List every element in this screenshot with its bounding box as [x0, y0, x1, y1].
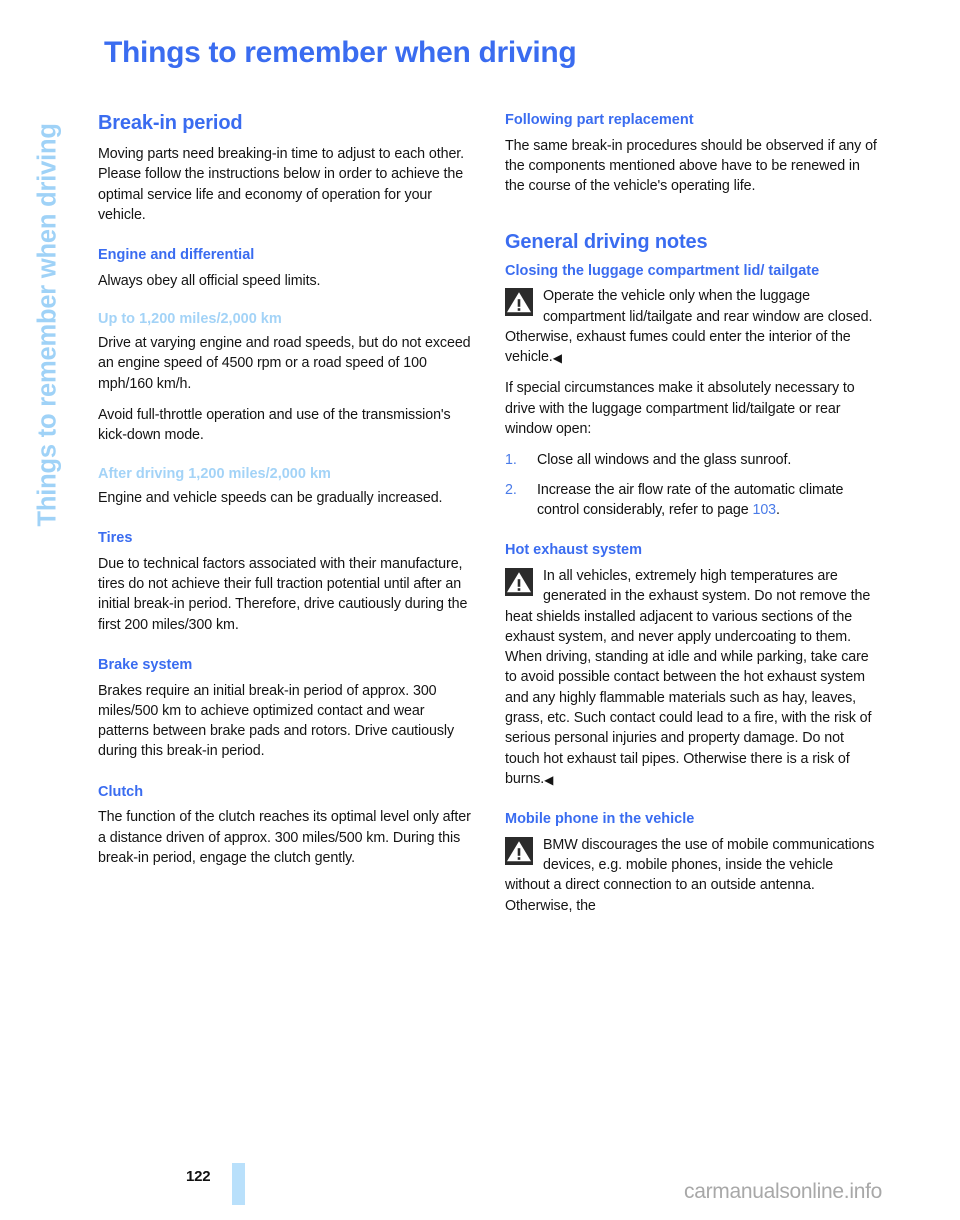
- warning-block-mobile-phone: [505, 835, 880, 916]
- list-item-number: 1.: [505, 452, 517, 469]
- warning-end-marker: ◀: [544, 772, 554, 787]
- left-column: [98, 112, 473, 868]
- break-in-intro-paragraph: Moving parts need breaking-in time to adjust to each other. Please follow the instructions below in order to achieve the optimal service life and economy of operation for your vehicle.: [98, 146, 465, 223]
- footer-accent-bar: [232, 1163, 245, 1205]
- list-item-text: Close all windows and the glass sunroof.: [537, 452, 792, 469]
- closing-luggage-paragraph: If special circumstances make it absolutely necessary to drive with the luggage compartment lid/tailgate or rear window open:: [505, 380, 855, 438]
- subheading-brake-system: Brake system: [98, 656, 193, 673]
- warning-text-hot-exhaust: In all vehicles, extremely high temperatures are generated in the exhaust system. Do not remove the heat shields installed adjacent to various sections of the exhaust system, and never apply undercoating to them. When driving, standing at idle and while parking, take care to avoid possible contact between the hot exhaust system and any highly flammable materials such as hay, leaves, grass, etc. Such contact could lead to a fire, with the risk of serious personal injuries and property damage. Do not touch hot exhaust tail pipes. Otherwise there is a risk of burns.: [505, 567, 872, 787]
- watermark: carmanualsonline.info: [684, 1180, 882, 1203]
- page-reference-link[interactable]: 103: [752, 501, 777, 518]
- subheading-clutch: Clutch: [98, 783, 144, 800]
- warning-block-hot-exhaust: [505, 566, 880, 789]
- warning-triangle-icon: [505, 288, 533, 316]
- subheading-mobile-phone-in-vehicle: Mobile phone in the vehicle: [505, 811, 695, 828]
- list-item: [505, 480, 880, 521]
- warning-end-marker: ◀: [552, 351, 562, 366]
- brake-system-paragraph: Brakes require an initial break-in period of approx. 300 miles/500 km to achieve optimized contact and wear patterns between brake pads and rotors. Drive cautiously during this break-in period.: [98, 682, 454, 760]
- engine-paragraph: Always obey all official speed limits.: [98, 272, 321, 289]
- subheading-hot-exhaust-system: Hot exhaust system: [505, 542, 642, 559]
- following-part-replacement-paragraph: The same break-in procedures should be observed if any of the components mentioned above have to be renewed in the course of the vehicle's operating life.: [505, 137, 877, 195]
- chapter-side-tab-label: Things to remember when driving: [33, 123, 62, 527]
- list-item-text: Increase the air flow rate of the automatic climate control considerably, refer to page: [537, 481, 844, 518]
- warning-block-closing-luggage: [505, 286, 880, 367]
- subheading-engine-and-differential: Engine and differential: [98, 247, 255, 264]
- tires-paragraph: Due to technical factors associated with their manufacture, tires do not achieve their full traction potential until after an initial break-in period. Therefore, drive cautiously during the first 200 miles/300 km.: [98, 555, 468, 633]
- section-title-general-driving-notes: General driving notes: [505, 230, 708, 253]
- closing-luggage-steps-list: [505, 450, 880, 520]
- page-number: 122: [186, 1168, 211, 1185]
- subheading-closing-luggage-compartment: Closing the luggage compartment lid/ tailgate: [505, 262, 820, 279]
- chapter-side-tab: [0, 0, 96, 560]
- subheading-following-part-replacement: Following part replacement: [505, 112, 694, 128]
- warning-triangle-icon: [505, 568, 533, 596]
- after-driving-paragraph: Engine and vehicle speeds can be gradually increased.: [98, 489, 443, 506]
- right-column: [505, 112, 880, 927]
- list-item: [505, 450, 880, 470]
- section-title-break-in-period: Break-in period: [98, 112, 243, 134]
- upto-paragraph-1: Drive at varying engine and road speeds, but do not exceed an engine speed of 4500 rpm or a road speed of 100 mph/160 km/h.: [98, 335, 471, 392]
- page-body: [98, 112, 880, 927]
- list-item-number: 2.: [505, 481, 517, 498]
- warning-text-mobile-phone: BMW discourages the use of mobile communications devices, e.g. mobile phones, inside the vehicle without a direct connection to an outside antenna. Otherwise, the: [505, 836, 875, 914]
- subheading-tires: Tires: [98, 529, 133, 546]
- page-title: Things to remember when driving: [104, 36, 577, 69]
- list-item-text-suffix: .: [776, 501, 780, 518]
- warning-text-closing-luggage: Operate the vehicle only when the luggage compartment lid/tailgate and rear window are closed. Otherwise, exhaust fumes could enter the interior of the vehicle.: [505, 288, 873, 366]
- warning-triangle-icon: [505, 837, 533, 865]
- subheading-after-driving-1200-miles: After driving 1,200 miles/2,000 km: [98, 465, 331, 482]
- upto-paragraph-2: Avoid full-throttle operation and use of the transmission's kick-down mode.: [98, 407, 451, 444]
- clutch-paragraph: The function of the clutch reaches its optimal level only after a distance driven of approx. 300 miles/500 km. During this break-in period, engage the clutch gently.: [98, 809, 471, 866]
- subheading-up-to-1200-miles: Up to 1,200 miles/2,000 km: [98, 311, 282, 328]
